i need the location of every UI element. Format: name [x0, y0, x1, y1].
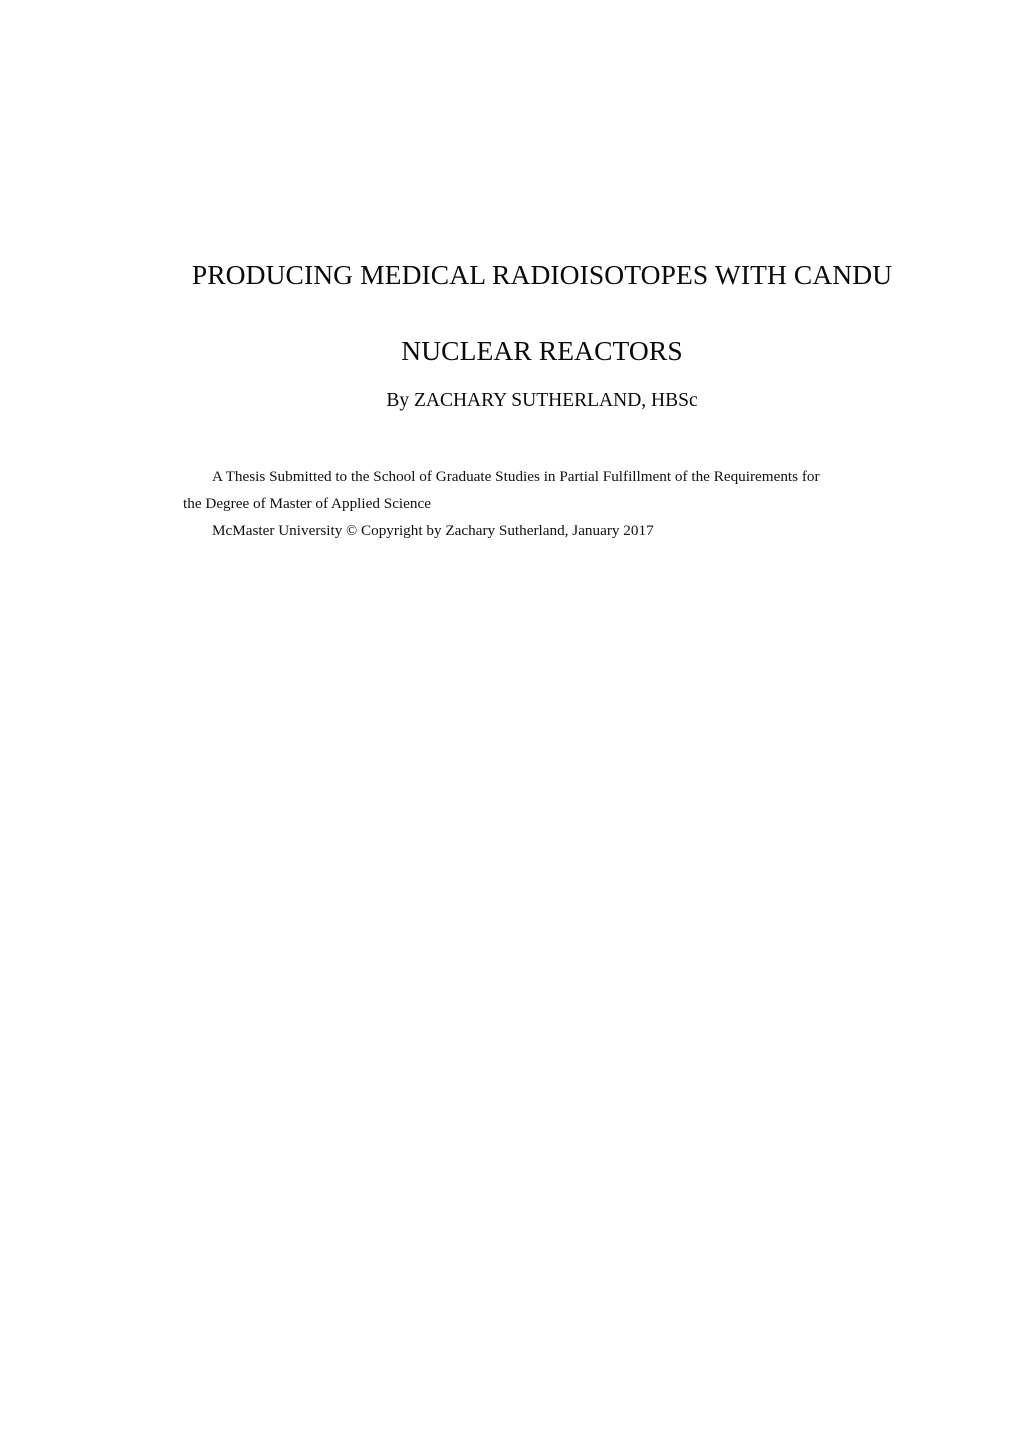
title-line-1: PRODUCING MEDICAL RADIOISOTOPES WITH CANDU: [191, 259, 893, 290]
title-line-2: NUCLEAR REACTORS: [401, 335, 683, 366]
copyright-holder: Copyright by Zachary Sutherland, January 2017: [360, 522, 654, 539]
submission-statement: [183, 463, 905, 545]
copyright-notice: [183, 517, 905, 545]
copyright-institution: McMaster University: [212, 522, 343, 539]
page-title: [178, 252, 906, 374]
copyright-icon: ©: [346, 523, 358, 539]
statement-line-1: A Thesis Submitted to the School of Graduate Studies in Partial Fulfillment of the Requirements for: [212, 468, 820, 485]
statement-line-2: the Degree of Master of Applied Science: [183, 495, 431, 512]
author-byline: By ZACHARY SUTHERLAND, HBSc: [386, 390, 698, 411]
